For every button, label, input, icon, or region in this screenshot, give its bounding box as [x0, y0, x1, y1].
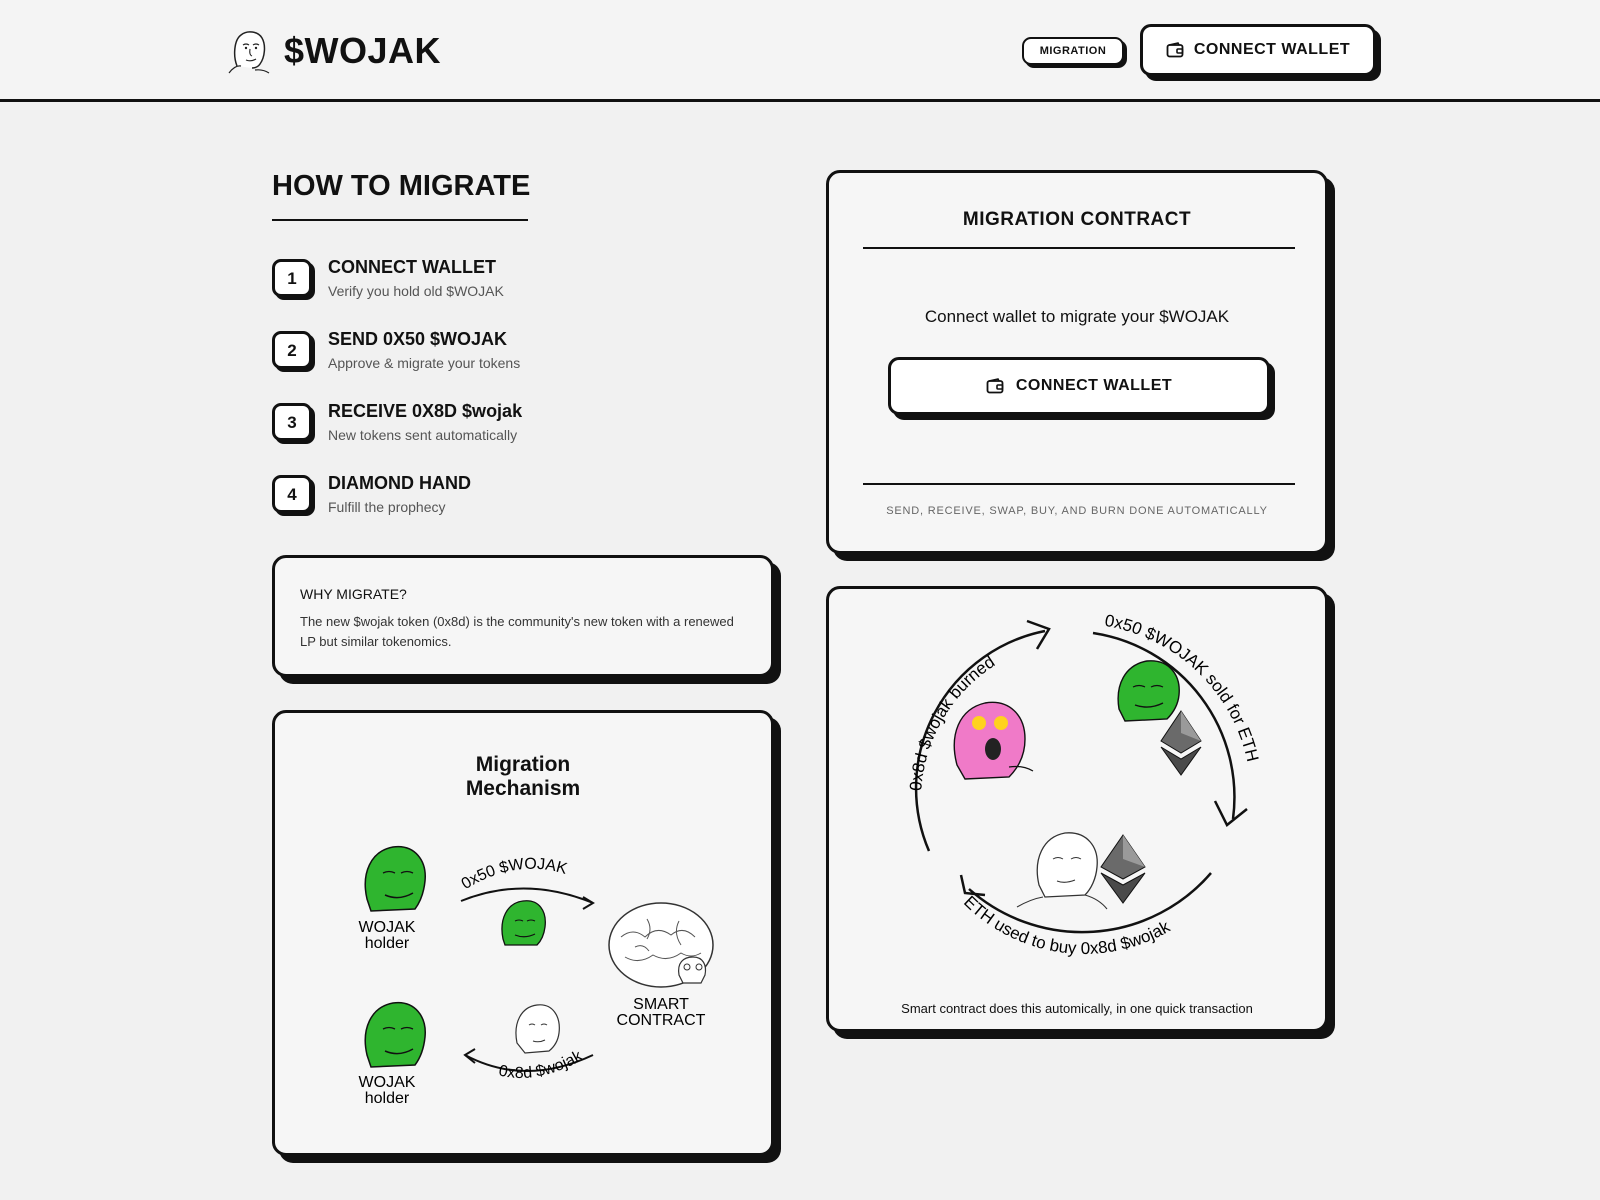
send-arrow-text: 0x50 $WOJAK	[458, 855, 569, 893]
pepe-icon	[1118, 661, 1179, 721]
migration-mechanism-card	[272, 710, 774, 1156]
cycle-diagram	[829, 589, 1325, 1029]
step-number: 1	[272, 259, 312, 297]
step-subtitle: Approve & migrate your tokens	[328, 355, 521, 371]
cycle-arrow-right	[1093, 633, 1234, 819]
pepe-icon	[502, 901, 545, 945]
top-header	[0, 0, 1600, 102]
brain-icon	[609, 903, 713, 987]
contract-label-2: CONTRACT	[616, 1012, 706, 1029]
connect-wallet-header-button[interactable]	[1140, 24, 1376, 76]
step-item	[272, 257, 672, 313]
step-title: RECEIVE 0X8D $wojak	[328, 401, 523, 421]
mechanism-title-line1: Migration	[475, 753, 571, 776]
step-number: 3	[272, 403, 312, 441]
holder-top-label-2: holder	[364, 935, 410, 952]
step-item	[272, 473, 672, 529]
migration-button[interactable]: MIGRATION	[1022, 37, 1124, 65]
buy-label-text: ETH used to buy 0x8d $wojak	[960, 892, 1174, 958]
holder-bottom-label-2: holder	[364, 1090, 410, 1107]
mechanism-title-line2: Mechanism	[465, 777, 581, 800]
migration-cycle-card	[826, 586, 1328, 1032]
connect-wallet-button-label: CONNECT WALLET	[1015, 377, 1173, 394]
burned-label-text: 0x8d $wojak burned	[906, 652, 999, 792]
why-migrate-card	[272, 555, 774, 677]
holder-bottom-label-1: WOJAK	[358, 1074, 416, 1091]
cycle-caption: Smart contract does this automically, in one quick transaction	[901, 1001, 1253, 1016]
why-migrate-title: WHY MIGRATE?	[300, 586, 407, 602]
connect-wallet-header-label: CONNECT WALLET	[1193, 41, 1351, 58]
contract-divider	[863, 483, 1295, 485]
step-subtitle: New tokens sent automatically	[328, 427, 518, 443]
migration-contract-card	[826, 170, 1328, 554]
why-migrate-text: The new $wojak token (0x8d) is the community's new token with a renewed LP but similar tokenomics.	[300, 614, 734, 649]
return-arrow-label	[497, 1047, 586, 1082]
buy-label	[960, 892, 1173, 958]
step-title: DIAMOND HAND	[328, 473, 471, 493]
step-item	[272, 401, 672, 457]
step-number: 4	[272, 475, 312, 513]
wallet-icon	[986, 378, 1004, 394]
send-arrow-label	[459, 856, 570, 893]
wojak-icon	[1017, 833, 1107, 909]
ethereum-icon	[1101, 835, 1145, 903]
step-subtitle: Verify you hold old $WOJAK	[328, 283, 504, 299]
return-arrow-text: 0x8d $wojak	[497, 1047, 586, 1082]
mechanism-diagram	[275, 713, 771, 1153]
sold-label-text: 0x50 $WOJAK sold for ETH	[1103, 610, 1263, 764]
contract-footer-note: SEND, RECEIVE, SWAP, BUY, AND BURN DONE AUTOMATICALLY	[886, 505, 1268, 517]
step-title: SEND 0X50 $WOJAK	[328, 329, 508, 349]
contract-label-1: SMART	[633, 996, 689, 1013]
holder-top-label-1: WOJAK	[358, 919, 416, 936]
step-number: 2	[272, 331, 312, 369]
step-item	[272, 329, 672, 385]
angry-wojak-icon	[954, 702, 1033, 779]
brand-title: $WOJAK	[284, 30, 442, 71]
how-to-migrate-heading: HOW TO MIGRATE	[272, 170, 531, 202]
step-title: CONNECT WALLET	[328, 257, 496, 277]
step-subtitle: Fulfill the prophecy	[328, 499, 446, 515]
wojak-logo-icon[interactable]	[225, 26, 273, 74]
connect-prompt-text: Connect wallet to migrate your $WOJAK	[924, 307, 1230, 326]
pepe-icon	[365, 1003, 425, 1067]
connect-wallet-button[interactable]	[888, 357, 1270, 415]
ethereum-icon	[1161, 711, 1201, 775]
contract-divider	[863, 247, 1295, 249]
heading-underline	[272, 219, 528, 221]
wojak-icon	[516, 1005, 559, 1053]
wallet-icon	[1166, 42, 1184, 58]
migration-contract-title: MIGRATION CONTRACT	[962, 209, 1192, 230]
pepe-icon	[365, 847, 425, 911]
